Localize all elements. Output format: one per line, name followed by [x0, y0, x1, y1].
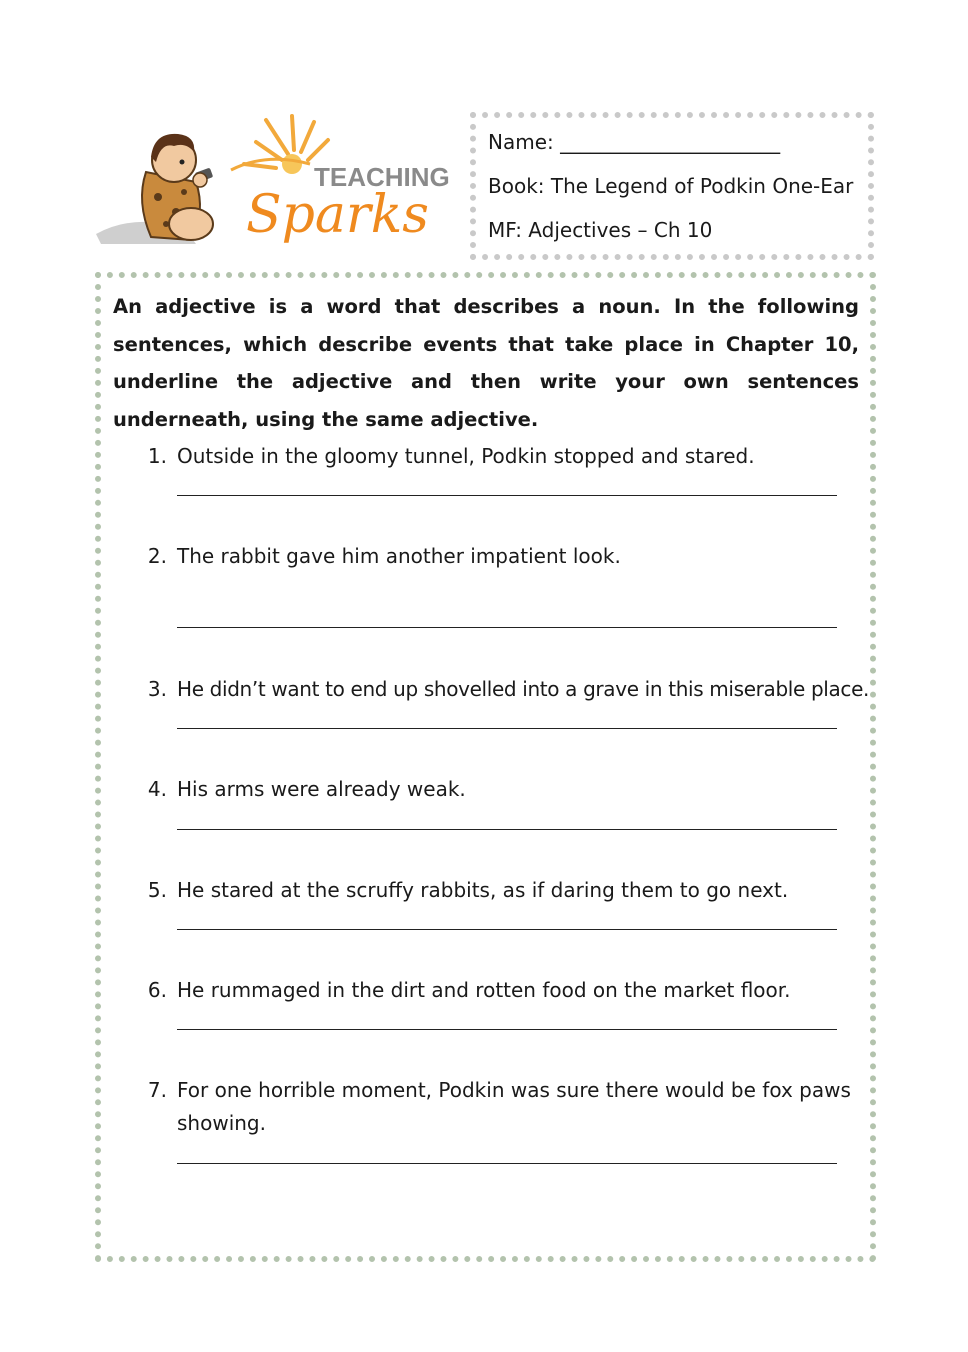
question-number: 1.: [147, 444, 167, 468]
instructions: An adjective is a word that describes a noun. In the following sentences, which describe events that take place in Chapter 10, underline the adjective and then write your own sentences underneath, using the same adjective.: [113, 295, 859, 431]
answer-line[interactable]: [177, 1163, 837, 1164]
book-title: Book: The Legend of Podkin One-Ear: [488, 174, 854, 198]
answer-line[interactable]: [177, 829, 837, 830]
teaching-sparks-logo: [96, 112, 456, 257]
question-text: Outside in the gloomy tunnel, Podkin stopped and stared.: [177, 444, 755, 468]
question-text: His arms were already weak.: [177, 777, 466, 801]
answer-line[interactable]: [177, 728, 837, 729]
name-line[interactable]: Name: ______________________: [488, 130, 781, 154]
answer-line[interactable]: [177, 1029, 837, 1030]
answer-line[interactable]: [177, 627, 837, 628]
question-number: 4.: [147, 777, 167, 801]
question-text: For one horrible moment, Podkin was sure there would be fox paws showing.: [177, 1078, 851, 1135]
question-number: 6.: [147, 978, 167, 1002]
answer-line[interactable]: [177, 929, 837, 930]
logo-word-sparks: Sparks: [246, 185, 429, 245]
student-info-box: [470, 112, 874, 260]
question-number: 3.: [147, 677, 167, 701]
caveman-mascot-icon: [96, 112, 456, 257]
question-text: He stared at the scruffy rabbits, as if daring them to go next.: [177, 878, 789, 902]
worksheet-body: [95, 272, 876, 1262]
logo-word-teaching: TEACHING: [314, 162, 450, 192]
question-text: The rabbit gave him another impatient look.: [177, 544, 621, 568]
question-number: 7.: [147, 1078, 167, 1102]
worksheet-topic: MF: Adjectives – Ch 10: [488, 218, 713, 242]
answer-line[interactable]: [177, 495, 837, 496]
question-text: He didn’t want to end up shovelled into a grave in this miserable place.: [177, 677, 870, 701]
question-number: 5.: [147, 878, 167, 902]
question-number: 2.: [147, 544, 167, 568]
question-text: He rummaged in the dirt and rotten food on the market floor.: [177, 978, 791, 1002]
